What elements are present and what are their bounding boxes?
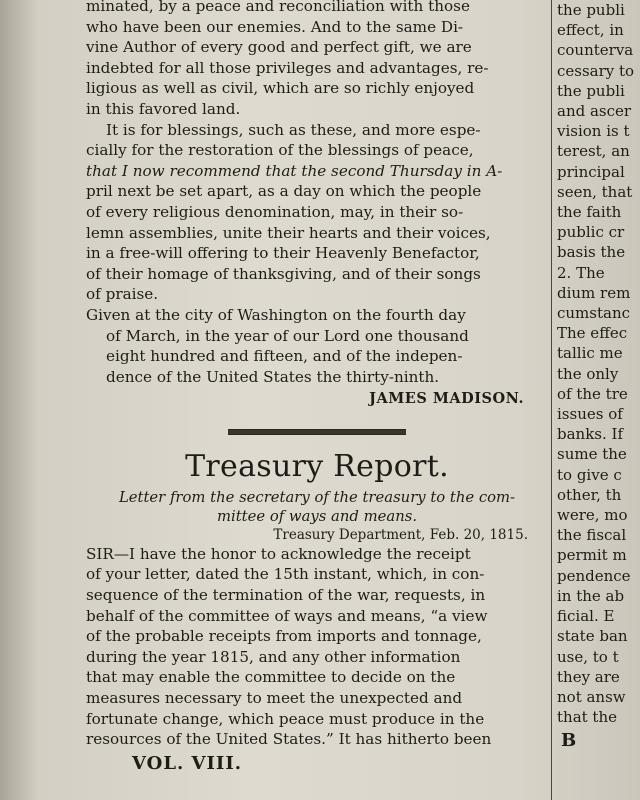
text-line: It is for blessings, such as these, and more espe- <box>106 120 481 139</box>
text-line: cially for the restoration of the blessings of peace, <box>86 141 474 160</box>
dateline: Treasury Department, Feb. 20, 1815. <box>273 526 528 543</box>
right-text-line: vision is t <box>557 122 630 141</box>
section-divider <box>86 429 548 444</box>
right-text-line: the faith <box>557 203 622 222</box>
right-text-line: to give c <box>557 465 622 484</box>
right-column <box>557 0 640 800</box>
right-text-line: cessary to <box>557 61 635 80</box>
text-line: resources of the United States.” It has hitherto been <box>86 730 492 749</box>
text-line: of March, in the year of our Lord one thousand <box>106 326 469 345</box>
text-line: that I now recommend that the second Thursday in A- <box>86 161 503 180</box>
text-line: lemn assemblies, unite their hearts and their voices, <box>86 223 491 242</box>
right-text-line: terest, an <box>557 142 630 161</box>
right-text-line: tallic me <box>557 344 623 363</box>
right-text-line: The effec <box>557 324 628 343</box>
right-text-line: principal <box>557 162 625 181</box>
signature-mark: B <box>561 730 577 752</box>
proclamation-paragraph-2 <box>86 120 548 305</box>
proclamation-paragraph-3 <box>86 305 548 387</box>
right-text-line: they are <box>557 667 620 686</box>
right-text-line: sume the <box>557 445 627 464</box>
text-line: behalf of the committee of ways and means, “a view <box>86 606 488 625</box>
right-text-line: the publi <box>557 81 625 100</box>
right-text-line: in the ab <box>557 586 625 605</box>
subhead-line: mittee of ways and means. <box>216 507 418 525</box>
text-line: sequence of the termination of the war, requests, in <box>86 586 486 605</box>
text-line: indebted for all those privileges and advantages, re- <box>86 58 489 77</box>
right-column-text <box>557 0 640 727</box>
text-line: of praise. <box>86 285 159 304</box>
right-text-line: the fiscal <box>557 526 627 545</box>
text-line: Given at the city of Washington on the fourth day <box>86 305 466 324</box>
text-line: dence of the United States the thirty-ninth. <box>106 367 440 386</box>
text-line: ligious as well as civil, which are so richly enjoyed <box>86 79 475 98</box>
right-text-line: other, th <box>557 485 622 504</box>
right-text-line: that the <box>557 708 617 727</box>
text-line: SIR—I have the honor to acknowledge the receipt <box>86 544 471 563</box>
right-text-line: the publi <box>557 1 625 19</box>
right-text-line: effect, in <box>557 21 624 40</box>
right-text-line: permit m <box>557 546 627 565</box>
right-text-line: seen, that <box>557 182 633 201</box>
right-text-line: counterva <box>557 41 634 60</box>
text-line: minated, by a peace and reconciliation with those <box>86 0 470 15</box>
text-line: measures necessary to meet the unexpected and <box>86 689 463 708</box>
text-line: fortunate change, which peace must produce in the <box>86 709 485 728</box>
right-text-line: ficial. E <box>557 607 615 626</box>
volume-label: VOL. VIII. <box>132 752 243 774</box>
right-text-line: pendence <box>557 566 631 585</box>
column-rule <box>551 0 552 800</box>
text-line: that may enable the committee to decide on the <box>86 668 456 687</box>
text-line: of every religious denomination, may, in their so- <box>86 202 464 221</box>
subhead-line: Letter from the secretary of the treasury to the com- <box>118 488 516 506</box>
right-text-line: issues of <box>557 405 623 424</box>
right-text-line: public cr <box>557 223 625 242</box>
divider-rule <box>228 429 406 435</box>
right-text-line: were, mo <box>557 506 628 525</box>
text-line: in a free-will offering to their Heavenly Benefactor, <box>86 244 480 263</box>
main-column <box>86 0 548 800</box>
right-text-line: not answ <box>557 687 626 706</box>
right-text-line: cumstanc <box>557 304 631 323</box>
right-text-line: and ascer <box>557 102 632 121</box>
article-headline: Treasury Report. <box>185 448 449 484</box>
right-text-line: state ban <box>557 627 628 646</box>
text-line: of your letter, dated the 15th instant, which, in con- <box>86 565 485 584</box>
text-line: vine Author of every good and perfect gift, we are <box>86 38 472 57</box>
article-subhead <box>86 488 548 526</box>
right-text-line: use, to t <box>557 647 619 666</box>
text-line: in this favored land. <box>86 99 241 118</box>
right-text-line: banks. If <box>557 425 624 444</box>
text-line: eight hundred and fifteen, and of the indepen- <box>106 347 463 366</box>
right-text-line: basis the <box>557 243 626 262</box>
text-line: of their homage of thanksgiving, and of their songs <box>86 264 481 283</box>
signature: JAMES MADISON. <box>369 390 524 408</box>
proclamation-paragraph-1 <box>86 0 548 120</box>
right-text-line: dium rem <box>557 283 631 302</box>
right-text-line: 2. The <box>557 263 605 282</box>
text-line: who have been our enemies. And to the same Di- <box>86 17 464 36</box>
text-line: during the year 1815, and any other information <box>86 647 461 666</box>
text-line: pril next be set apart, as a day on which the people <box>86 182 482 201</box>
report-body <box>86 544 548 750</box>
text-line: of the probable receipts from imports and tonnage, <box>86 627 482 646</box>
right-text-line: the only <box>557 364 619 383</box>
right-text-line: of the tre <box>557 384 628 403</box>
